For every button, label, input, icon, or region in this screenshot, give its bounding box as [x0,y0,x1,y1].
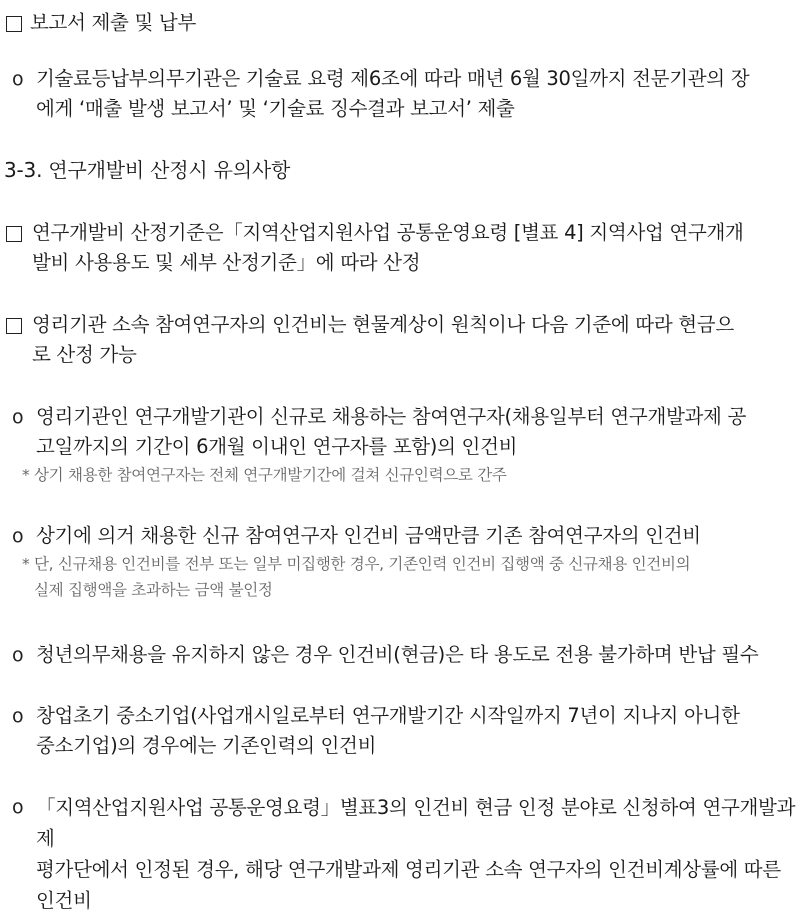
bullet-circle-icon: ο [12,525,24,547]
note [22,551,801,603]
note-star: * [22,466,30,484]
list-item-text: 청년의무채용을 유지하지 않은 경우 인건비(현금)은 타 용도로 전용 불가하며 반납 필수 [36,643,759,666]
bullet-circle-icon: ο [12,796,24,818]
checkbox-square-icon [6,226,22,242]
labor-cost-row [6,310,801,370]
list-item [12,701,801,761]
note [22,462,801,488]
list-item-text [36,402,801,462]
list-item [12,792,801,916]
section-heading: 3-3. 연구개발비 산정시 유의사항 [4,158,291,182]
list-item-text [36,701,801,761]
text-line: 에게 ‘매출 발생 보고서’ 및 ‘기술료 징수결과 보고서’ 제출 [36,97,515,120]
text-line: 평가단에서 인정된 경우, 해당 연구개발과제 영리기관 소속 연구자의 인건비계상률에 따른 [36,858,781,881]
list-item-row [12,640,801,670]
text-line: 창업초기 중소기업(사업개시일로부터 연구개발기간 시작일까지 7년이 지나지 아니한 [36,704,740,727]
text-line: 인건비 [36,889,92,912]
note-line: 단, 신규채용 인건비를 전부 또는 일부 미집행한 경우, 기존인력 인건비 집행액 중 신규채용 인건비의 [34,555,691,573]
list-item-text: 상기에 의거 채용한 신규 참여연구자 인건비 금액만큼 기존 참여연구자의 인건비 [36,524,701,547]
report-item-text [36,64,801,124]
report-section [6,8,801,38]
list-item [12,402,801,488]
text-line: 기술료등납부의무기관은 기술료 요령 제6조에 따라 매년 6월 30일까지 전문기관의 장 [36,67,750,90]
text-line: 중소기업)의 경우에는 기존인력의 인건비 [36,734,377,757]
list-item-row [12,792,801,916]
report-title-row [6,8,801,38]
checkbox-square-icon [6,16,22,32]
list-item-row [12,402,801,462]
report-title: 보고서 제출 및 납부 [30,11,196,34]
note-text: 상기 채용한 참여연구자는 전체 연구개발기간에 걸쳐 신규인력으로 간주 [34,466,507,484]
bullet-circle-icon: ο [12,68,24,90]
bullet-circle-icon: ο [12,406,24,428]
list-item [12,640,801,670]
note-text [34,551,690,603]
text-line: 연구개발비 산정기준은「지역산업지원사업 공통운영요령 [별표 4] 지역사업 연구개개 [32,221,744,244]
text-line: 영리기관인 연구개발기관이 신규로 채용하는 참여연구자(채용일부터 연구개발과제 공 [36,405,747,428]
text-line: 고일까지의 기간이 6개월 이내인 연구자를 포함)의 인건비 [36,435,518,458]
labor-cost-text [32,310,801,370]
criteria-text [32,218,801,278]
text-line: 영리기관 소속 참여연구자의 인건비는 현물계상이 원칙이나 다음 기준에 따라 현금으 [32,313,734,336]
list-item [12,521,801,603]
criteria-paragraph [6,218,801,278]
checkbox-square-icon [6,318,22,334]
list-item-row [12,701,801,761]
labor-cost-paragraph [6,310,801,370]
note-line: 실제 집행액을 초과하는 금액 불인정 [34,581,273,599]
text-line: 발비 사용용도 및 세부 산정기준」에 따라 산정 [32,251,421,274]
list-item-row [12,521,801,551]
text-line: 「지역산업지원사업 공통운영요령」별표3의 인건비 현금 인정 분야로 신청하여 연구개발과제 [36,796,796,850]
bullet-circle-icon: ο [12,705,24,727]
report-item-row [12,64,801,124]
report-item [12,64,801,124]
note-star: * [22,555,30,573]
bullet-circle-icon: ο [12,644,24,666]
text-line: 로 산정 가능 [32,343,137,366]
list-item-text [36,792,801,916]
criteria-row [6,218,801,278]
